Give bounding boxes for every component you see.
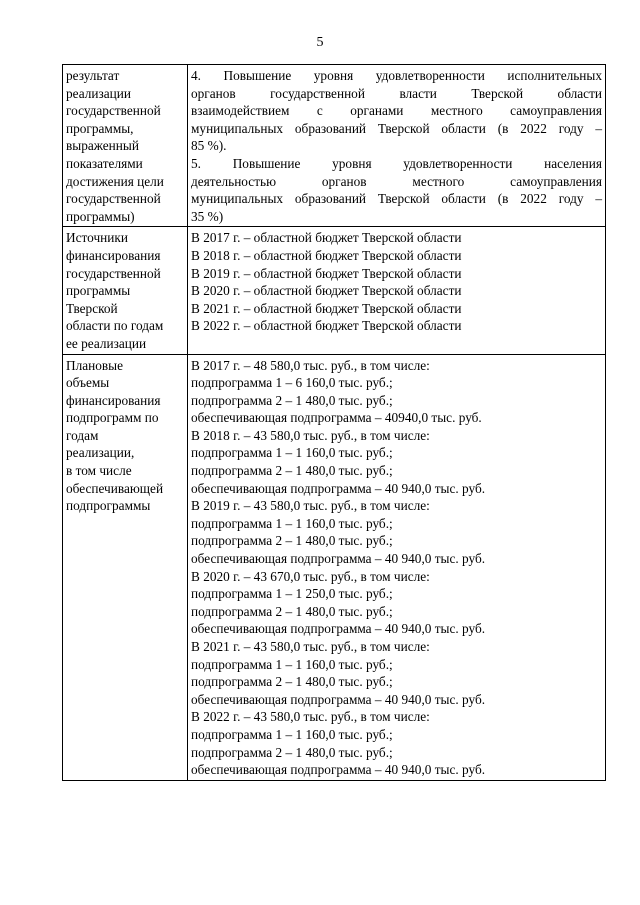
row-content-line: обеспечивающая подпрограмма – 40 940,0 тыс. руб.: [191, 691, 486, 707]
row-content-line: В 2017 г. – областной бюджет Тверской области: [191, 230, 462, 246]
row-content-line: В 2019 г. – областной бюджет Тверской области: [191, 265, 462, 281]
row-label-line: государственной: [66, 191, 161, 207]
row-content-line: деятельностью органов местного самоуправления: [191, 173, 602, 189]
row-content-line: обеспечивающая подпрограмма – 40 940,0 тыс. руб.: [191, 551, 486, 567]
row-label-line: программы: [66, 283, 131, 299]
row-content-line: В 2017 г. – 48 580,0 тыс. руб., в том числе:: [191, 357, 430, 373]
row-label-line: программы,: [66, 120, 134, 136]
row-content-line: В 2022 г. – 43 580,0 тыс. руб., в том числе:: [191, 709, 430, 725]
row-content-line: В 2020 г. – 43 670,0 тыс. руб., в том числе:: [191, 568, 430, 584]
row-label-line: Плановые: [66, 357, 124, 373]
row-content-cell: [188, 227, 606, 354]
row-content-cell: [188, 65, 606, 227]
row-content-line: органов государственной власти Тверской области: [191, 85, 602, 101]
row-label-cell: [63, 65, 188, 227]
row-content-line: подпрограмма 2 – 1 480,0 тыс. руб.;: [191, 463, 393, 479]
program-passport-table: [62, 64, 606, 781]
row-content-line: В 2018 г. – областной бюджет Тверской области: [191, 247, 462, 263]
row-label-line: ее реализации: [66, 335, 147, 351]
row-label-line: Тверской: [66, 300, 118, 316]
table-row: [63, 65, 606, 227]
row-content-line: обеспечивающая подпрограмма – 40 940,0 тыс. руб.: [191, 480, 486, 496]
row-content-line: подпрограмма 1 – 6 160,0 тыс. руб.;: [191, 375, 393, 391]
row-label-line: обеспечивающей: [66, 480, 164, 496]
row-content-line: 35 %): [191, 208, 224, 224]
row-label-line: выраженный: [66, 138, 139, 154]
row-content-line: 4. Повышение уровня удовлетворенности исполнительных: [191, 68, 602, 83]
row-label-cell: [63, 354, 188, 780]
row-label-cell: [63, 227, 188, 354]
row-content-cell: [188, 354, 606, 780]
row-content-line: В 2018 г. – 43 580,0 тыс. руб., в том числе:: [191, 427, 430, 443]
row-content-line: подпрограмма 2 – 1 480,0 тыс. руб.;: [191, 392, 393, 408]
row-content-line: обеспечивающая подпрограмма – 40 940,0 тыс. руб.: [191, 762, 486, 778]
row-content-line: подпрограмма 2 – 1 480,0 тыс. руб.;: [191, 744, 393, 760]
table-row: [63, 354, 606, 780]
row-label-line: результат: [66, 68, 120, 83]
row-label-line: годам: [66, 427, 99, 443]
row-content-line: 85 %).: [191, 138, 227, 154]
row-content-line: подпрограмма 2 – 1 480,0 тыс. руб.;: [191, 533, 393, 549]
row-content-line: В 2021 г. – областной бюджет Тверской области: [191, 300, 462, 316]
row-content-line: подпрограмма 1 – 1 160,0 тыс. руб.;: [191, 445, 393, 461]
row-content-line: подпрограмма 1 – 1 160,0 тыс. руб.;: [191, 656, 393, 672]
row-label-line: подпрограммы: [66, 498, 151, 514]
row-label-line: в том числе: [66, 463, 132, 479]
row-content-line: муниципальных образований Тверской области (в 2022 году –: [191, 120, 602, 136]
row-content-line: муниципальных образований Тверской области (в 2022 году –: [191, 191, 602, 207]
row-label-line: достижения цели: [66, 173, 164, 189]
row-label-line: государственной: [66, 265, 161, 281]
row-content-line: обеспечивающая подпрограмма – 40940,0 тыс. руб.: [191, 410, 482, 426]
row-label-line: программы): [66, 208, 135, 224]
row-label-line: реализации: [66, 85, 131, 101]
row-content-line: подпрограмма 1 – 1 160,0 тыс. руб.;: [191, 726, 393, 742]
row-label-line: объемы: [66, 375, 110, 391]
row-content-line: взаимодействием с органами местного самоуправления: [191, 103, 602, 119]
row-content-line: В 2022 г. – областной бюджет Тверской области: [191, 318, 462, 334]
row-label-line: финансирования: [66, 247, 161, 263]
row-content-line: обеспечивающая подпрограмма – 40 940,0 тыс. руб.: [191, 621, 486, 637]
row-content-line: подпрограмма 1 – 1 250,0 тыс. руб.;: [191, 586, 393, 602]
row-content-line: В 2021 г. – 43 580,0 тыс. руб., в том числе:: [191, 639, 430, 654]
row-content-line: подпрограмма 2 – 1 480,0 тыс. руб.;: [191, 603, 393, 619]
row-content-line: В 2019 г. – 43 580,0 тыс. руб., в том числе:: [191, 498, 430, 514]
row-label-line: показателями: [66, 155, 143, 171]
row-content-line: В 2020 г. – областной бюджет Тверской области: [191, 283, 462, 299]
row-label-line: государственной: [66, 103, 161, 119]
row-label-line: финансирования: [66, 392, 161, 408]
row-label-line: области по годам: [66, 318, 164, 334]
row-label-line: подпрограмм по: [66, 410, 159, 426]
table-row: [63, 227, 606, 354]
row-content-line: 5. Повышение уровня удовлетворенности населения: [191, 155, 602, 171]
page-number: 5: [316, 35, 324, 50]
row-label-line: Источники: [66, 230, 128, 246]
row-content-line: подпрограмма 2 – 1 480,0 тыс. руб.;: [191, 674, 393, 690]
row-content-line: подпрограмма 1 – 1 160,0 тыс. руб.;: [191, 515, 393, 531]
row-label-line: реализации,: [66, 445, 135, 461]
